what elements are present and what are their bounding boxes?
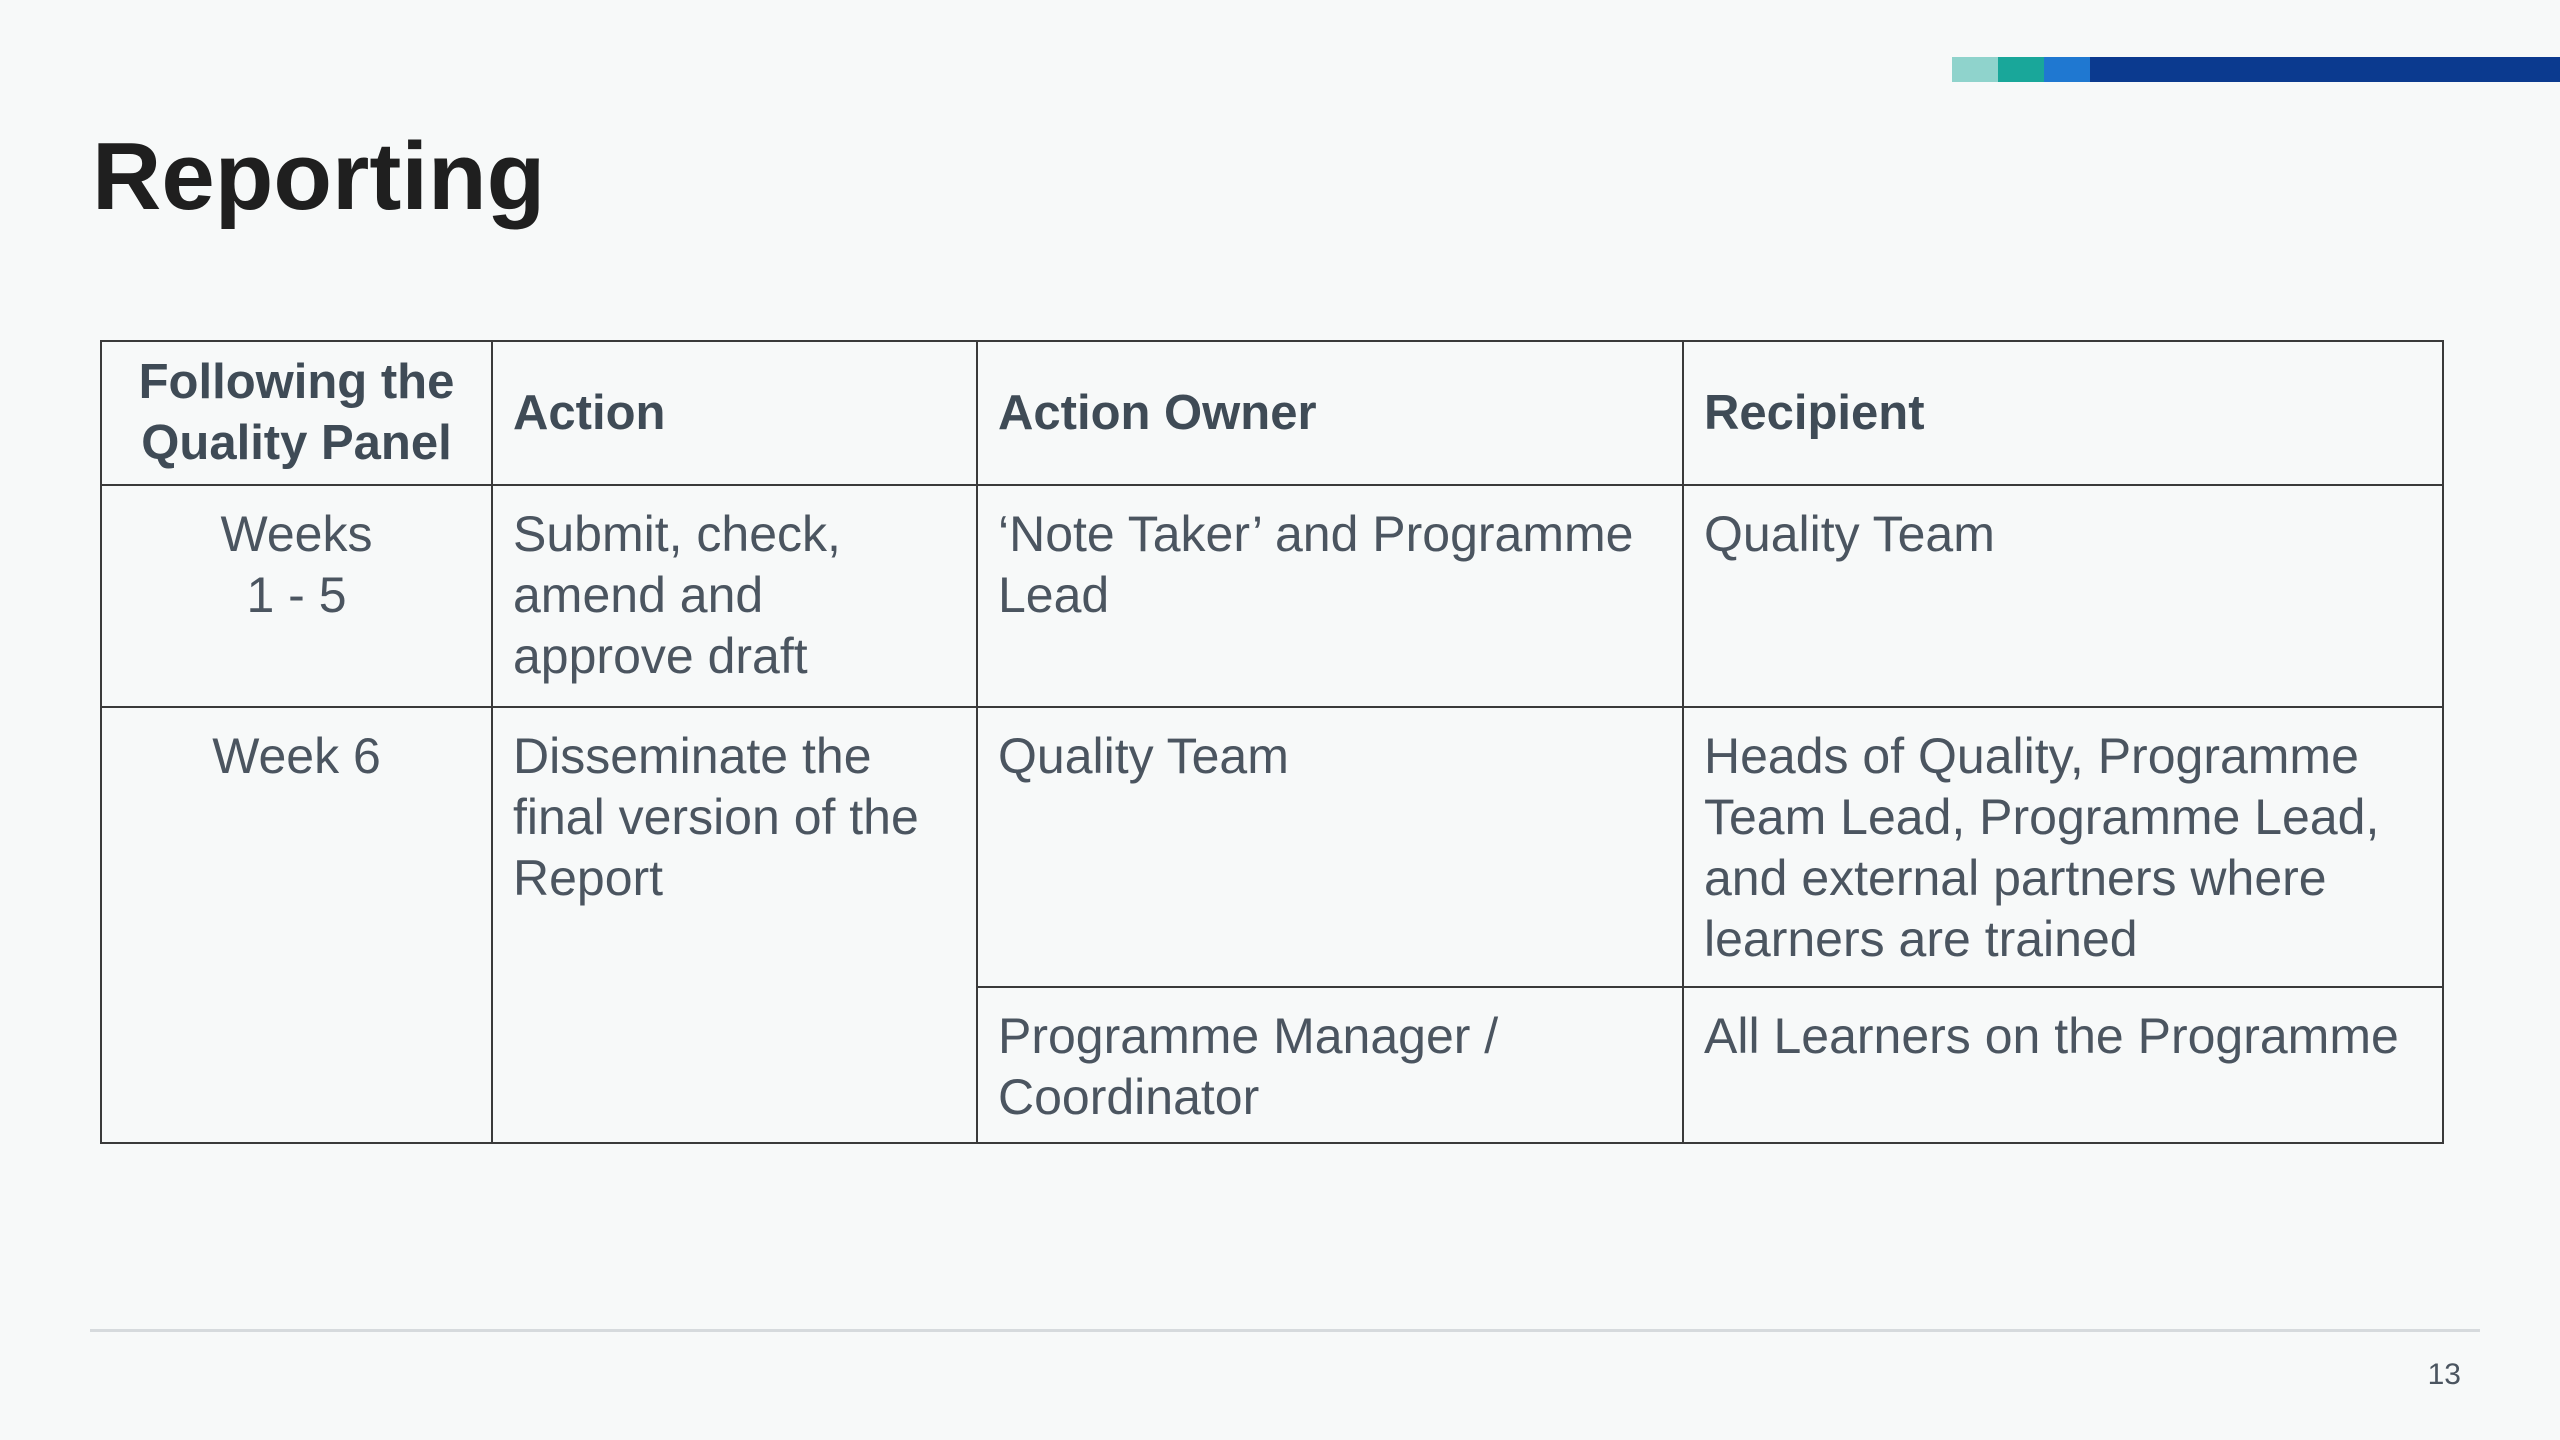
header-recipient: Recipient [1683, 341, 2443, 485]
cell-recipient: Quality Team [1683, 485, 2443, 707]
accent-segment-3 [2044, 57, 2090, 82]
cell-recipient: Heads of Quality, Programme Team Lead, Programme Lead, and external partners where learners are trained [1683, 707, 2443, 987]
table-row [101, 485, 2443, 707]
cell-recipient: All Learners on the Programme [1683, 987, 2443, 1143]
footer-divider [90, 1329, 2480, 1332]
header-following-quality-panel: Following the Quality Panel [101, 341, 492, 485]
page-title: Reporting [92, 123, 546, 230]
reporting-table [100, 340, 2444, 1144]
cell-period: Week 6 [101, 707, 492, 1143]
table-row [101, 707, 2443, 987]
accent-segment-4 [2090, 57, 2560, 82]
cell-action: Submit, check, amend and approve draft [492, 485, 977, 707]
cell-period: Weeks 1 - 5 [101, 485, 492, 707]
cell-action-owner: Programme Manager / Coordinator [977, 987, 1683, 1143]
table-header-row [101, 341, 2443, 485]
cell-action-owner: Quality Team [977, 707, 1683, 987]
cell-action: Disseminate the final version of the Report [492, 707, 977, 1143]
cell-action-owner: ‘Note Taker’ and Programme Lead [977, 485, 1683, 707]
header-action: Action [492, 341, 977, 485]
page-number: 13 [2427, 1358, 2461, 1391]
accent-bar [1952, 57, 2560, 82]
accent-segment-1 [1952, 57, 1998, 82]
accent-segment-2 [1998, 57, 2044, 82]
header-action-owner: Action Owner [977, 341, 1683, 485]
